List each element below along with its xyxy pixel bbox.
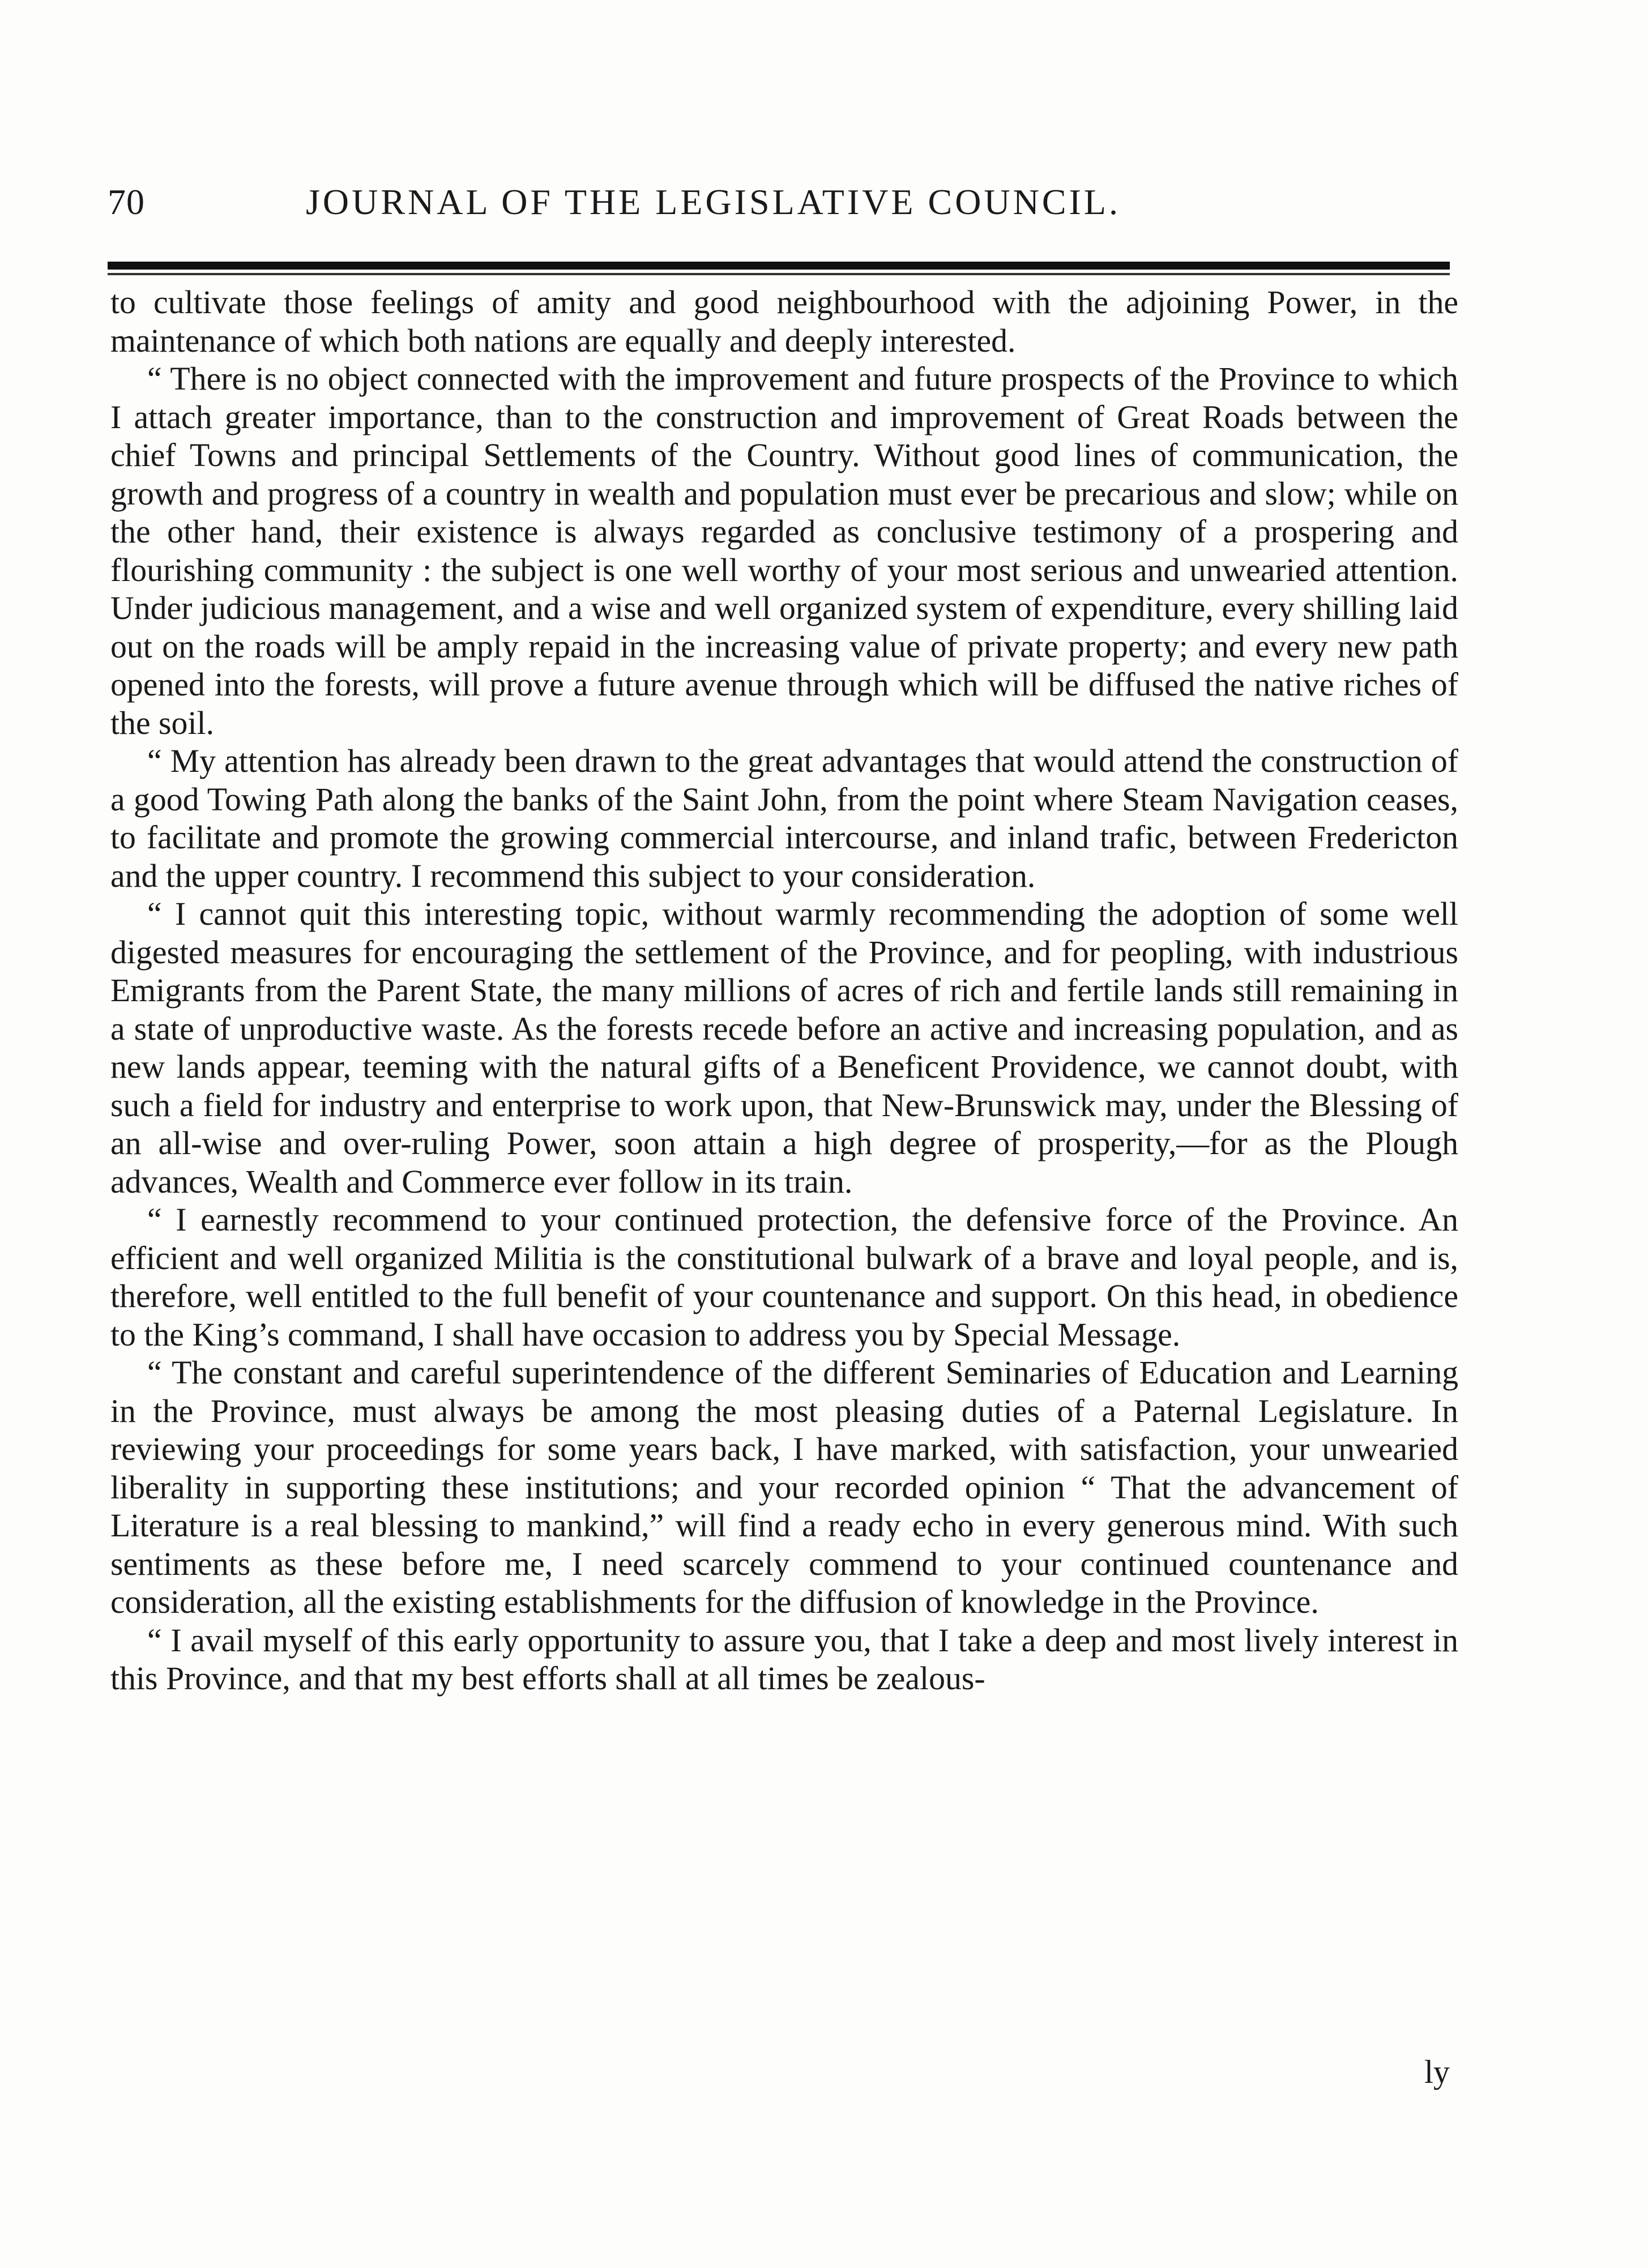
paragraph-continuation: to cultivate those feelings of amity and good neighbourhood with the adjoining Power, in the maintenance of which both nations are equally and deeply interested. [110, 284, 1458, 359]
running-title: JOURNAL OF THE LEGISLATIVE COUNCIL. [306, 182, 1121, 222]
paragraph-roads: “ There is no object connected with the improvement and future prospects of the Province to which I attach greater importance, than to the construction and improvement of Great Roads between the chief Towns and principal Settlements of the Country. Without good lines of communication, the growth and progress of a country in wealth and population must ever be precarious and slow; while on the other hand, their existence is always regarded as conclusive testimony of a prospering and flourishing community : the subject is one well worthy of your most serious and unwearied attention. Under judicious management, and a wise and well organized system of expenditure, every shilling laid out on the roads will be amply repaid in the increasing value of private property; and every new path opened into the forests, will prove a future avenue through which will be diffused the native riches of the soil. [110, 360, 1458, 741]
header-rule [108, 262, 1450, 270]
paragraph-settlement: “ I cannot quit this interesting topic, without warmly recommending the adoption of some well digested measures for encouraging the settlement of the Province, and for peopling, with industrious Emigrants from the Parent State, the many millions of acres of rich and fertile lands still remaining in a state of unproductive waste. As the forests recede before an active and increasing population, and as new lands appear, teeming with the natural gifts of a Beneficent Providence, we cannot doubt, with such a field for industry and enterprise to work upon, that New-Brunswick may, under the Blessing of an all-wise and over-ruling Power, soon attain a high degree of prosperity,—for as the Plough advances, Wealth and Commerce ever follow in its train. [110, 895, 1458, 1200]
header-rule-thin [108, 273, 1450, 275]
catchword: ly [1424, 2053, 1450, 2090]
paragraph-closing: “ I avail myself of this early opportunity to assure you, that I take a deep and most lively interest in this Province, and that my best efforts shall at all times be zealous- [110, 1621, 1458, 1697]
paragraph-militia: “ I earnestly recommend to your continued protection, the defensive force of the Province. An efficient and well organized Militia is the constitutional bulwark of a brave and loyal people, and is, therefore, well entitled to the full benefit of your countenance and support. On this head, in obedience to the King’s command, I shall have occasion to address you by Special Message. [110, 1201, 1458, 1353]
page-header [108, 181, 1450, 232]
paragraph-education: “ The constant and careful superintendence of the different Seminaries of Education and Learning in the Province, must always be among the most pleasing duties of a Paternal Legislature. In reviewing your proceedings for some years back, I have marked, with satisfaction, your unwearied liberality in supporting these institutions; and your recorded opinion “ That the advancement of Literature is a real blessing to mankind,” will find a ready echo in every generous mind. With such sentiments as these before me, I need scarcely commend to your continued countenance and consideration, all the existing establishments for the diffusion of knowledge in the Province. [110, 1354, 1458, 1620]
body-text [110, 283, 1458, 1698]
paragraph-towing-path: “ My attention has already been drawn to the great advantages that would attend the construction of a good Towing Path along the banks of the Saint John, from the point where Steam Navigation ceases, to facilitate and promote the growing commercial intercourse, and inland trafic, between Fredericton and the upper country. I recommend this subject to your consideration. [110, 742, 1458, 894]
page-number: 70 [108, 182, 145, 222]
